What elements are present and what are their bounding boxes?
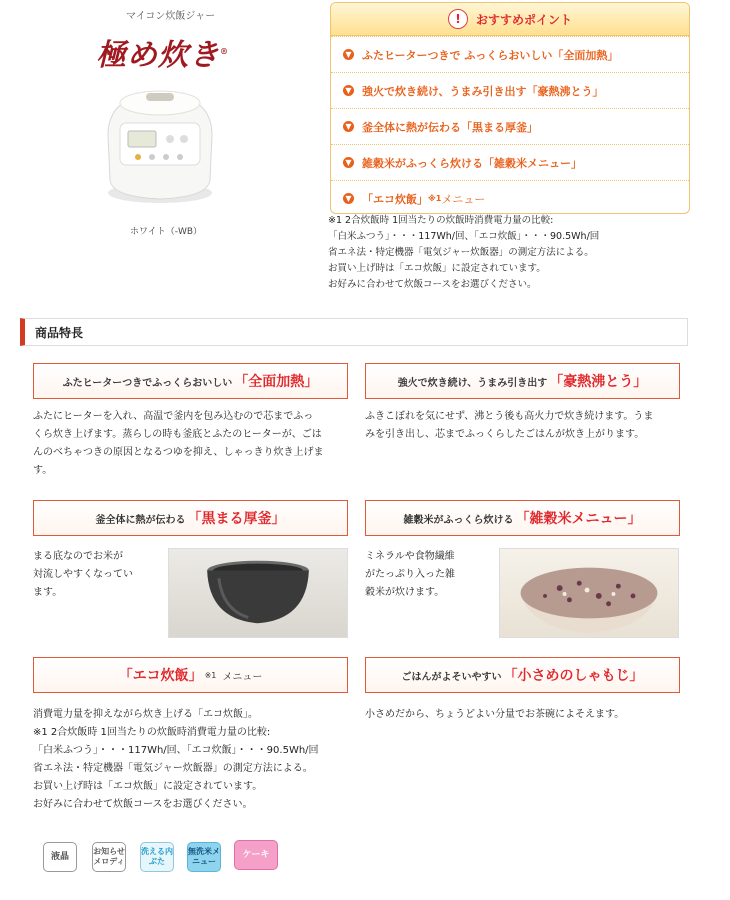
color-variant-label: ホワイト（-WB） <box>130 227 203 237</box>
lcd-icon: 液晶 <box>43 842 77 872</box>
melody-icon: お知らせメロディ <box>92 842 126 872</box>
feature-text-paddle: 小さめだから、ちょうどよい分量でお茶碗によそえます。 <box>365 709 625 720</box>
feature-header-grain: 雑穀米がふっくら炊ける 「雑穀米メニュー」 <box>365 500 680 536</box>
cake-icon: ケーキ <box>234 840 278 870</box>
feature-header-full-heating: ふたヒーターつきでふっくらおいしい 「全面加熱」 <box>33 363 348 399</box>
chevron-circle-icon: ▼ <box>343 193 354 204</box>
chevron-circle-icon: ▼ <box>343 85 354 96</box>
feature-text-eco: 消費電力量を抑えながら炊き上げる「エコ炊飯」。 ※1 2合炊飯時 1回当たりの炊飯時消費電力量の比較: 「白米ふつう」・・・117Wh/回、「エコ炊飯」・・・90.5Wh/回 省エネ法・特定機器「電気ジャー炊飯器」の測定方法による。 お買い上げ時は「エコ炊飯」に設定されています。 お好みに合わせて炊飯コースをお選びください。 <box>33 709 319 810</box>
feature-text-boil: ふきこぼれを気にせず、沸とう後も高火力で炊き続けます。うま みを引き出し、芯までふっくらしたごはんが炊き上がります。 <box>365 411 654 440</box>
footnote: ※1 2合炊飯時 1回当たりの炊飯時消費電力量の比較: 「白米ふつう」・・・117Wh/回、「エコ炊飯」・・・90.5Wh/回 省エネ法・特定機器「電気ジャー炊飯器」の測定方法による。 お買い上げ時は「エコ炊飯」に設定されています。 お好みに合わせて炊飯コースをお選びください。 <box>328 215 600 290</box>
recommend-item[interactable]: ▼ ふたヒーターつきで ふっくらおいしい 「全面加熱」 <box>331 36 689 72</box>
brand-logo <box>96 30 229 74</box>
recommend-item[interactable]: ▼ 釜全体に熱が伝わる 「黒まる厚釜」 <box>331 108 689 144</box>
feature-text-grain: ミネラルや食物繊維 がたっぷり入った雑 穀米が炊けます。 <box>365 551 455 598</box>
feature-text-pot: まる底なのでお米が 対流しやすくなってい ます。 <box>33 551 133 598</box>
recommend-item[interactable]: ▼ 「エコ炊飯」 ※1 メニュー <box>331 180 689 214</box>
rice-cooker-image <box>100 75 220 205</box>
chevron-circle-icon: ▼ <box>343 157 354 168</box>
section-title: 商品特長 <box>20 318 688 346</box>
inner-pot-photo <box>168 548 348 638</box>
registered-mark: ® <box>220 46 229 56</box>
feature-header-eco: 「エコ炊飯」 ※1 メニュー <box>33 657 348 693</box>
feature-header-paddle: ごはんがよそいやすい 「小さめのしゃもじ」 <box>365 657 680 693</box>
no-wash-rice-icon: 無洗米メニュー <box>187 842 221 872</box>
feature-header-pot: 釜全体に熱が伝わる 「黒まる厚釜」 <box>33 500 348 536</box>
recommend-header <box>331 3 689 36</box>
chevron-circle-icon: ▼ <box>343 49 354 60</box>
recommend-title: おすすめポイント <box>475 12 573 27</box>
brand-name: 極め炊き <box>96 38 220 73</box>
recommend-item[interactable]: ▼ 強火で炊き続け、うまみ引き出す 「豪熱沸とう」 <box>331 72 689 108</box>
exclamation-icon: ! <box>448 9 468 29</box>
product-type-label: マイコン炊飯ジャー <box>126 11 216 22</box>
recommend-points-box <box>330 2 690 214</box>
recommend-item[interactable]: ▼ 雑穀米がふっくら炊ける 「雑穀米メニュー」 <box>331 144 689 180</box>
feature-header-boil: 強火で炊き続け、うまみ引き出す 「豪熱沸とう」 <box>365 363 680 399</box>
washable-lid-icon: 洗える内ぶた <box>140 842 174 872</box>
chevron-circle-icon: ▼ <box>343 121 354 132</box>
feature-text-full-heating: ふたにヒーターを入れ、高温で釜内を包み込むので芯までふっ くら炊き上げます。蒸らしの時も釜底とふたのヒーターが、ごは んのべちゃつきの原因となるつゆを抑え、しゃっきり炊き上げま す。 <box>33 411 324 476</box>
grain-rice-photo <box>499 548 679 638</box>
